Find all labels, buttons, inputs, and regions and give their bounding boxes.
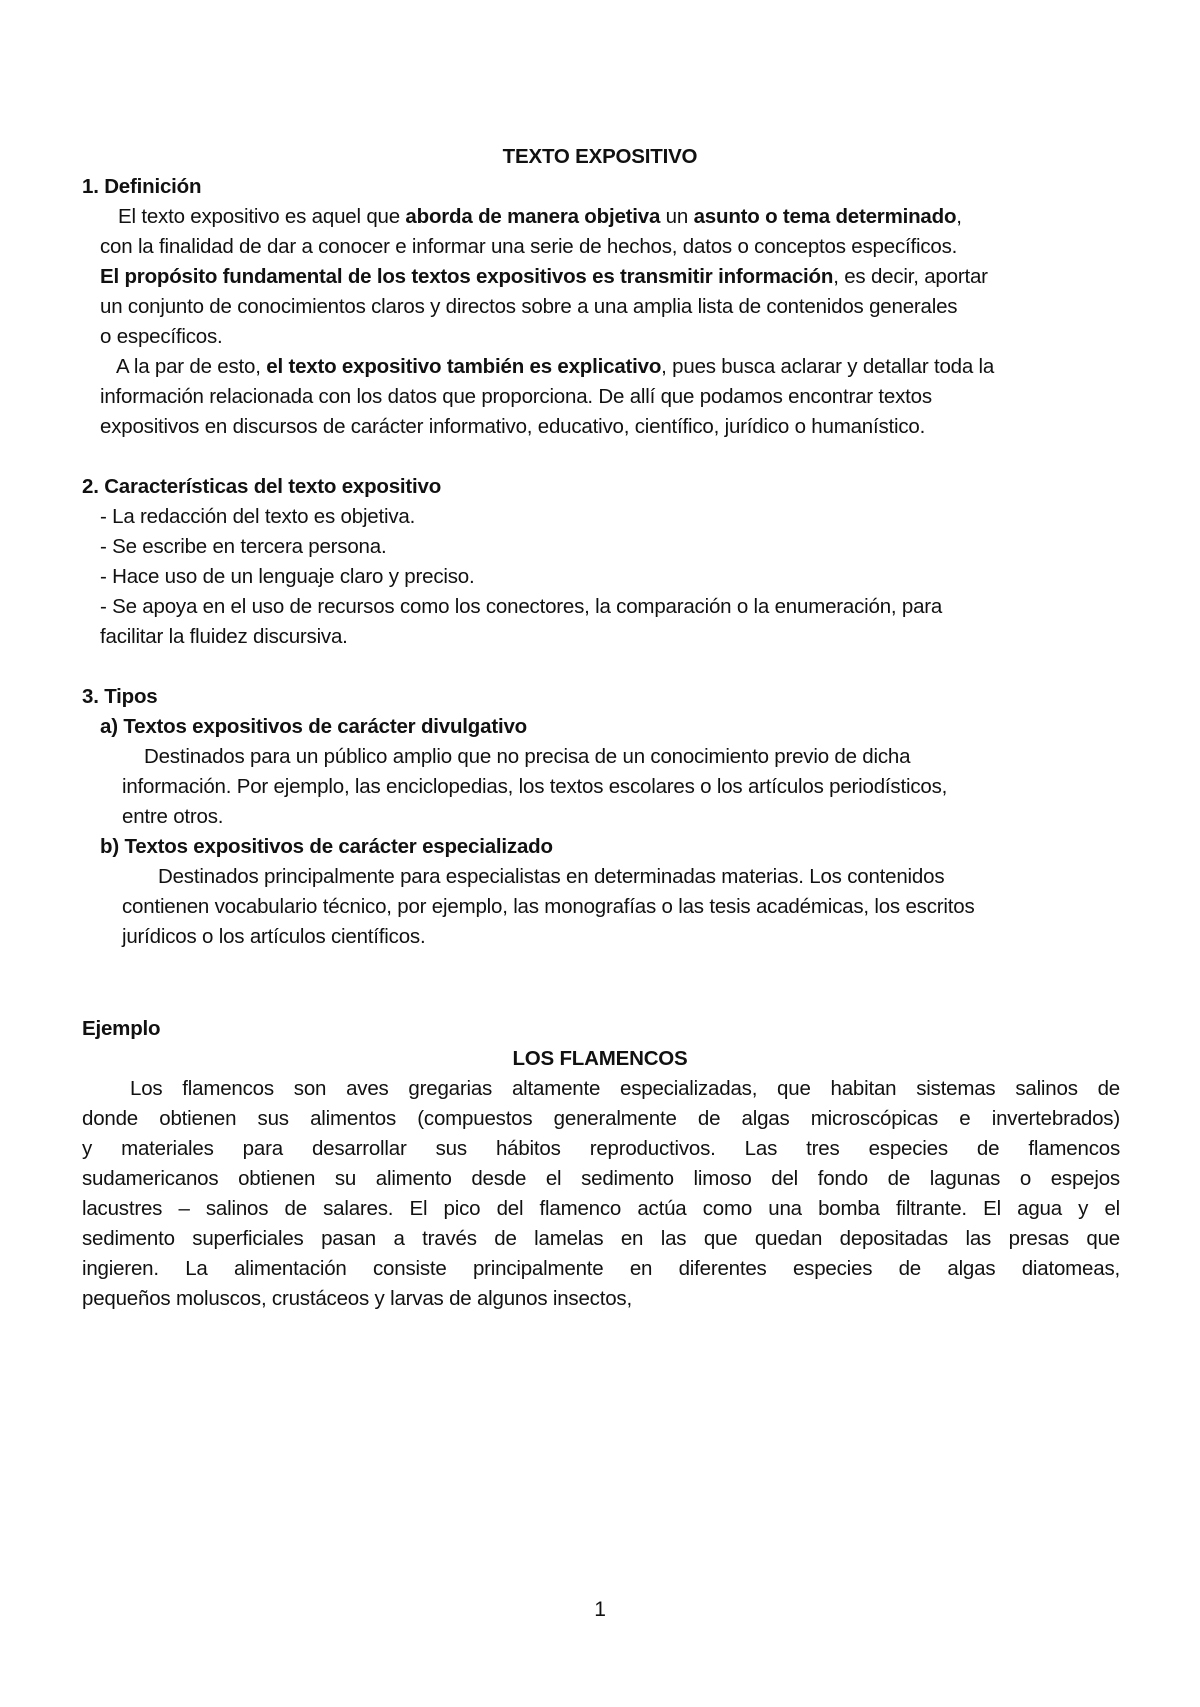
page-number: 1	[594, 1598, 606, 1621]
section-2-item-3: - Hace uso de un lenguaje claro y preciso.	[100, 565, 475, 588]
example-line-5: lacustres – salinos de salares. El pico del flamenco actúa como una bomba filtrante. El agua y el	[82, 1197, 1120, 1220]
section-1-p1-line-3: El propósito fundamental de los textos expositivos es transmitir información, es decir, aportar	[100, 265, 988, 288]
section-3a-line-1: Destinados para un público amplio que no precisa de un conocimiento previo de dicha	[144, 745, 911, 768]
section-1-p1-line-2: con la finalidad de dar a conocer e informar una serie de hechos, datos o conceptos específicos.	[100, 235, 958, 258]
section-3b-line-1: Destinados principalmente para especialistas en determinadas materias. Los contenidos	[158, 865, 945, 888]
section-2-item-4-continued: facilitar la fluidez discursiva.	[100, 625, 348, 648]
example-line-3: y materiales para desarrollar sus hábitos reproductivos. Las tres especies de flamencos	[82, 1137, 1120, 1160]
section-1-p2-line-3: expositivos en discursos de carácter informativo, educativo, científico, jurídico o humanístico.	[100, 415, 926, 438]
section-1-p2-line-2: información relacionada con los datos que proporciona. De allí que podamos encontrar textos	[100, 385, 932, 408]
section-3a-line-3: entre otros.	[122, 805, 224, 828]
section-2-item-1: - La redacción del texto es objetiva.	[100, 505, 416, 528]
section-3a-heading: a) Textos expositivos de carácter divulgativo	[100, 715, 527, 738]
example-line-1: Los flamencos son aves gregarias altamente especializadas, que habitan sistemas salinos de	[130, 1077, 1120, 1100]
section-3a-line-2: información. Por ejemplo, las enciclopedias, los textos escolares o los artículos periodísticos,	[122, 775, 948, 798]
section-3b-line-3: jurídicos o los artículos científicos.	[122, 925, 426, 948]
section-1-p2-line-1: A la par de esto, el texto expositivo también es explicativo, pues busca aclarar y detallar toda la	[116, 355, 995, 378]
example-title: LOS FLAMENCOS	[512, 1047, 688, 1070]
example-line-4: sudamericanos obtienen su alimento desde el sedimento limoso del fondo de lagunas o espejos	[82, 1167, 1120, 1190]
section-1-heading: 1. Definición	[82, 175, 202, 198]
example-label: Ejemplo	[82, 1017, 161, 1040]
section-3b-heading: b) Textos expositivos de carácter especializado	[100, 835, 553, 858]
section-2-heading: 2. Características del texto expositivo	[82, 475, 442, 498]
example-line-6: sedimento superficiales pasan a través de lamelas en las que quedan depositadas las presas que	[82, 1227, 1120, 1250]
section-2-item-4: - Se apoya en el uso de recursos como los conectores, la comparación o la enumeración, para	[100, 595, 943, 618]
section-1-p1-line-4: un conjunto de conocimientos claros y directos sobre a una amplia lista de contenidos generales	[100, 295, 958, 318]
section-3b-line-2: contienen vocabulario técnico, por ejemplo, las monografías o las tesis académicas, los escritos	[122, 895, 975, 918]
example-line-2: donde obtienen sus alimentos (compuestos generalmente de algas microscópicas e invertebrados)	[82, 1107, 1120, 1130]
section-1-p1-line-1: El texto expositivo es aquel que aborda de manera objetiva un asunto o tema determinado,	[118, 205, 962, 228]
section-2-item-2: - Se escribe en tercera persona.	[100, 535, 387, 558]
example-line-8: pequeños moluscos, crustáceos y larvas de algunos insectos,	[82, 1287, 632, 1310]
section-3-heading: 3. Tipos	[82, 685, 158, 708]
document-title: TEXTO EXPOSITIVO	[502, 145, 698, 168]
section-1-p1-line-5: o específicos.	[100, 325, 223, 348]
example-line-7: ingieren. La alimentación consiste principalmente en diferentes especies de algas diatomeas,	[82, 1257, 1120, 1280]
